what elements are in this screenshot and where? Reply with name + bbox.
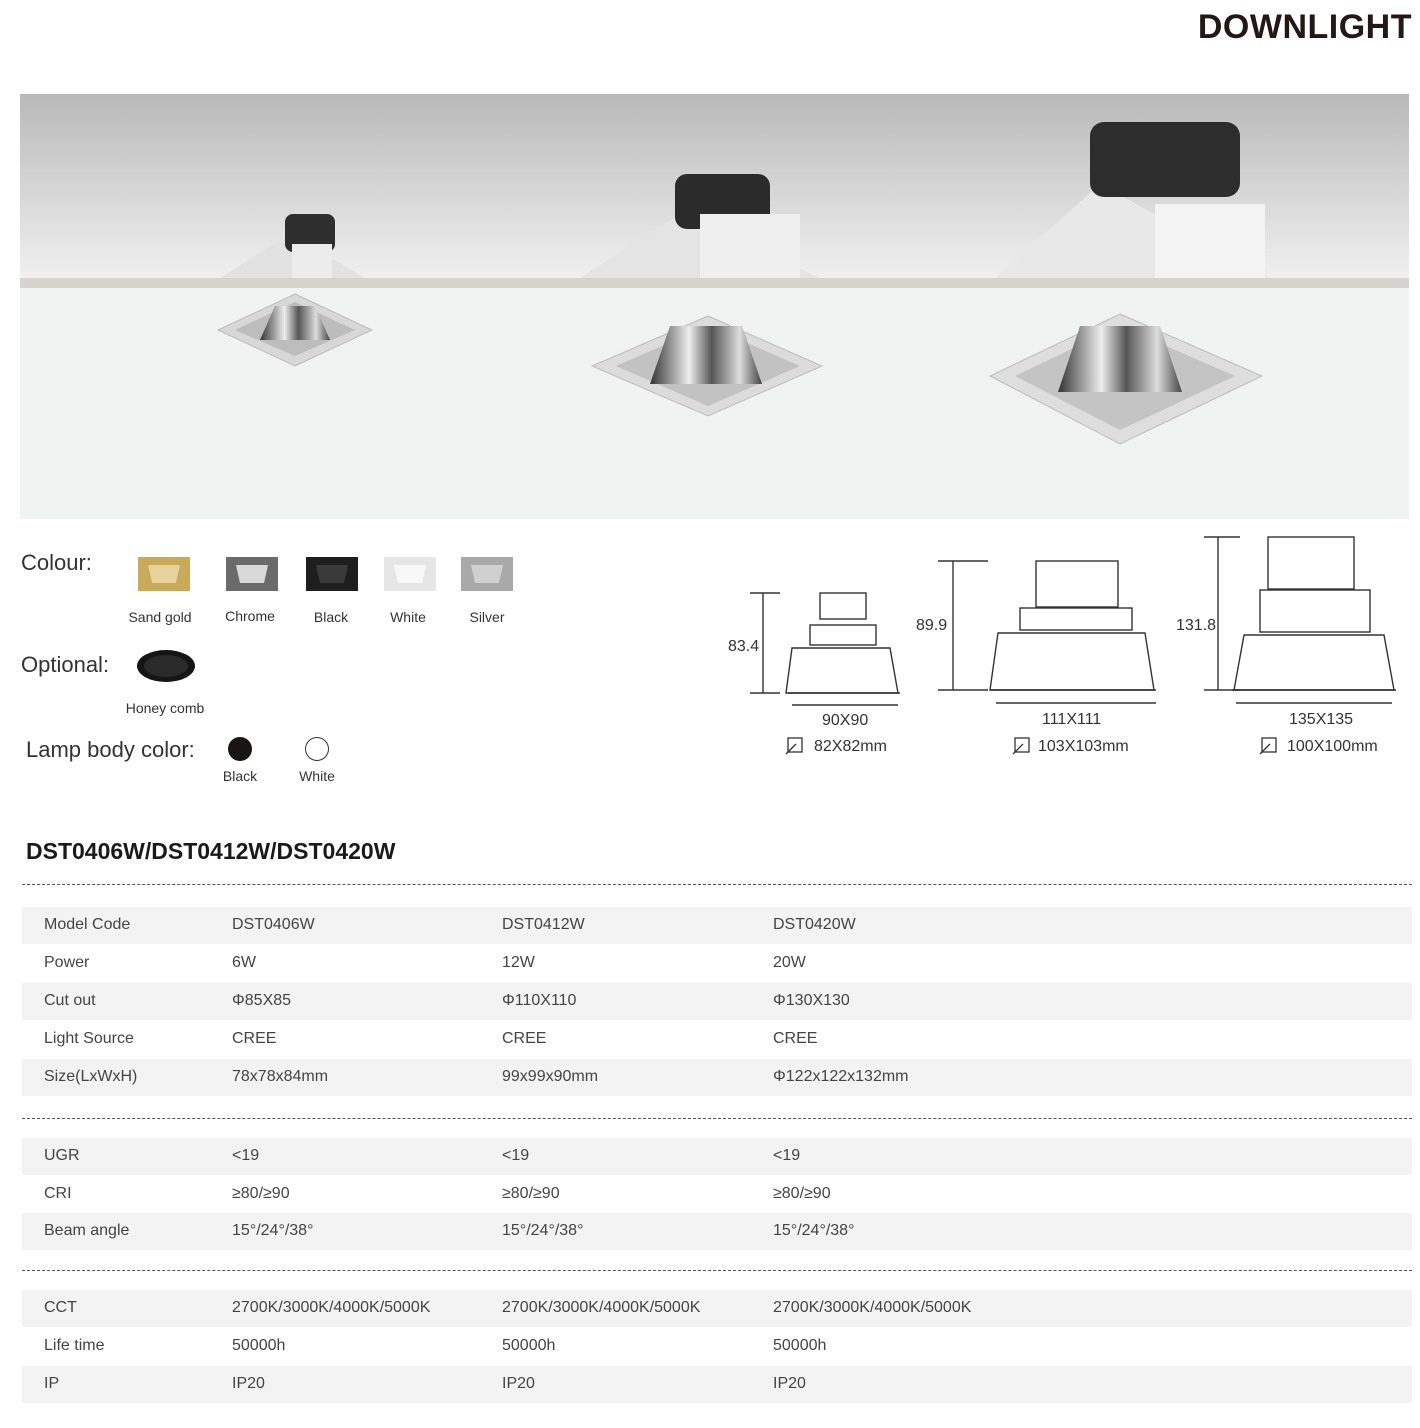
spec-value: <19 [502,1147,530,1164]
table-row [22,1290,1412,1327]
swatch-label: Silver [469,609,505,625]
dim-cutout-medium: 103X103mm [1038,738,1129,755]
dimension-drawings [720,530,1410,730]
dim-height-medium: 89.9 [916,617,948,634]
table-row [22,1021,1412,1058]
table-row [22,1138,1412,1175]
divider [22,1118,1412,1119]
spec-value: 20W [773,954,806,971]
spec-label: Life time [44,1337,105,1354]
spec-value: DST0406W [232,916,315,933]
spec-value: ≥80/≥90 [502,1185,560,1202]
spec-value: IP20 [232,1375,265,1392]
swatch-silver [459,553,515,593]
spec-value: IP20 [502,1375,535,1392]
spec-value: 50000h [502,1337,556,1354]
cutout-icon [1012,737,1030,755]
page-title: DOWNLIGHT [1197,8,1412,46]
spec-value: Φ122x122x132mm [773,1068,909,1085]
spec-value: ≥80/≥90 [773,1185,831,1202]
swatch-sand-gold [136,553,192,593]
chrome-trim-icon [224,553,280,593]
spec-value: 78x78x84mm [232,1068,329,1085]
spec-value: 2700K/3000K/4000K/5000K [502,1299,701,1316]
spec-label: IP [44,1375,60,1392]
spec-value: CREE [232,1030,277,1047]
table-row [22,1328,1412,1365]
table-row [22,1213,1412,1250]
table-row [22,945,1412,982]
dim-cutout-large: 100X100mm [1287,738,1378,755]
spec-value: 2700K/3000K/4000K/5000K [773,1299,972,1316]
honeycomb-icon [136,648,196,684]
spec-label: Beam angle [44,1222,130,1239]
spec-value: 15°/24°/38° [232,1222,314,1239]
silver-trim-icon [459,553,515,593]
divider [22,884,1412,885]
dim-height-small: 83.4 [728,638,760,655]
spec-value: ≥80/≥90 [232,1185,290,1202]
white-body-dot [305,737,329,761]
cutout-icon [1259,737,1277,755]
spec-label: UGR [44,1147,80,1164]
dim-width-large: 135X135 [1289,711,1354,728]
swatch-black [304,553,360,593]
product-photo [20,94,1409,519]
optional-label: Optional: [21,652,110,677]
spec-value: Φ110X110 [502,992,577,1009]
dim-cutout-small: 82X82mm [814,738,887,755]
swatch-label: White [390,609,426,625]
colour-label: Colour: [21,550,92,575]
divider [22,1270,1412,1271]
spec-value: DST0420W [773,916,856,933]
lamp-body-label: Lamp body color: [26,737,195,762]
spec-value: 99x99x90mm [502,1068,599,1085]
cutout-icon [785,737,803,755]
swatch-label: Chrome [225,608,275,624]
spec-label: Model Code [44,916,131,933]
models-title: DST0406W/DST0412W/DST0420W [26,838,396,864]
swatch-label: Black [313,609,349,625]
swatch-label: Sand gold [128,609,192,625]
spec-value: CREE [502,1030,547,1047]
swatch-white [382,553,438,593]
spec-value: IP20 [773,1375,806,1392]
honeycomb-label: Honey comb [125,700,205,716]
spec-label: CRI [44,1185,72,1202]
lamp-body-option-label: Black [222,768,258,784]
lamp-body-option-label: White [299,768,335,784]
swatch-chrome [224,553,280,593]
table-row [22,1176,1412,1213]
spec-label: Cut out [44,992,96,1009]
spec-label: CCT [44,1299,77,1316]
spec-value: DST0412W [502,916,585,933]
spec-value: <19 [773,1147,801,1164]
spec-value: 50000h [232,1337,286,1354]
spec-value: 12W [502,954,535,971]
black-body-dot [228,737,252,761]
spec-value: 15°/24°/38° [502,1222,584,1239]
dim-width-small: 90X90 [822,712,869,729]
table-row [22,983,1412,1020]
spec-label: Power [44,954,90,971]
spec-value: Φ130X130 [773,992,850,1009]
black-trim-icon [304,553,360,593]
spec-value: 50000h [773,1337,827,1354]
dim-height-large: 131.8 [1176,617,1217,634]
white-trim-icon [382,553,438,593]
spec-label: Light Source [44,1030,134,1047]
spec-value: Φ85X85 [232,992,292,1009]
spec-value: 6W [232,954,256,971]
spec-value: 2700K/3000K/4000K/5000K [232,1299,431,1316]
dim-width-medium: 111X111 [1042,711,1102,728]
table-row [22,907,1412,944]
spec-value: CREE [773,1030,818,1047]
spec-value: 15°/24°/38° [773,1222,855,1239]
table-row [22,1059,1412,1096]
table-row [22,1366,1412,1403]
spec-value: <19 [232,1147,260,1164]
spec-label: Size(LxWxH) [44,1068,138,1085]
sand-gold-trim-icon [136,553,192,593]
